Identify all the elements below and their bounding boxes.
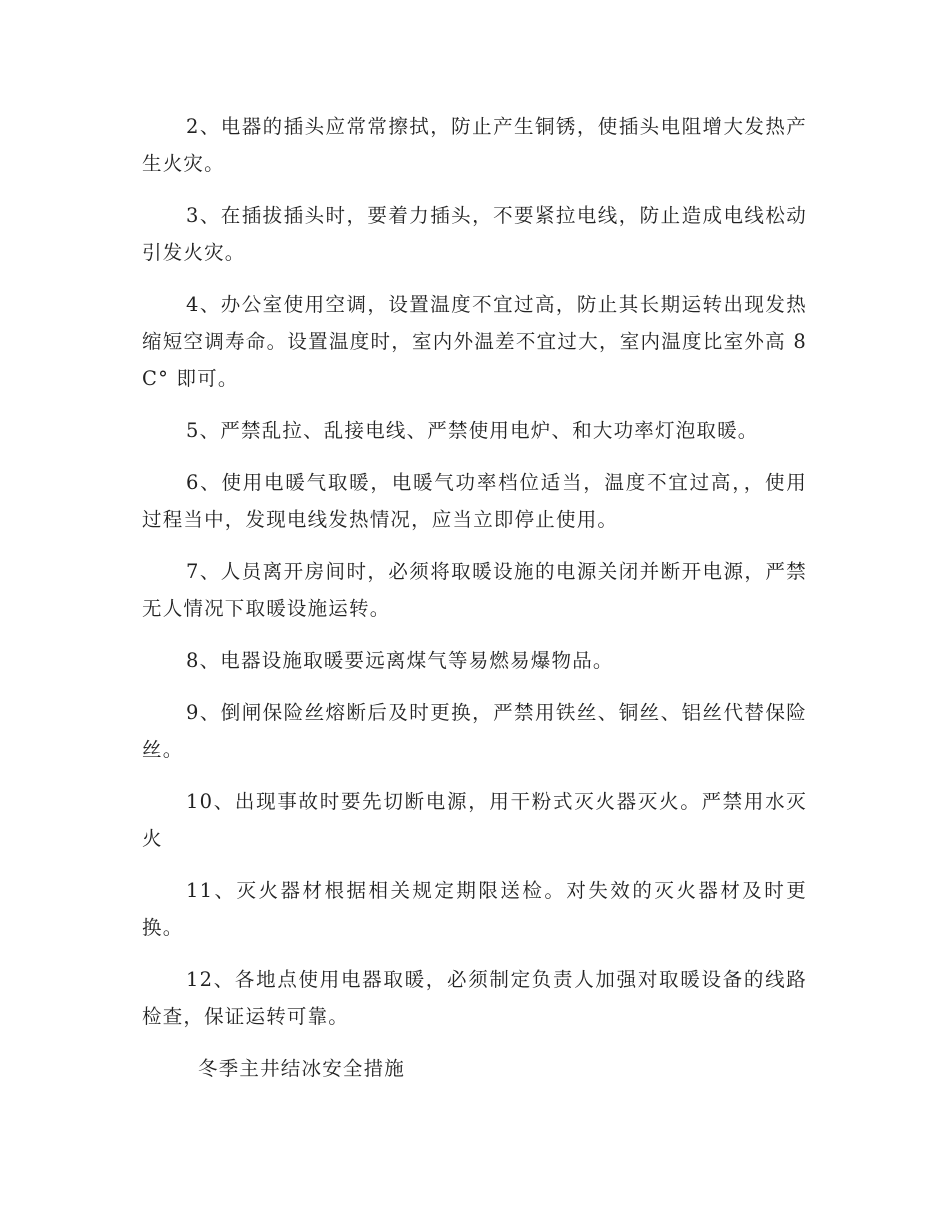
paragraph-item-10: 10、出现事故时要先切断电源，用干粉式灭火器灭火。严禁用水灭火	[142, 790, 807, 850]
paragraph-item-12: 12、各地点使用电器取暖，必须制定负责人加强对取暖设备的线路检查，保证运转可靠。	[142, 968, 807, 1028]
paragraph-item-5: 5、严禁乱拉、乱接电线、严禁使用电炉、和大功率灯泡取暖。	[186, 419, 759, 442]
paragraph-item-9: 9、倒闸保险丝熔断后及时更换，严禁用铁丝、铜丝、铝丝代替保险丝。	[142, 701, 807, 761]
paragraph-item-11: 11、灭火器材根据相关规定期限送检。对失效的灭火器材及时更换。	[142, 879, 807, 939]
paragraph-item-2: 2、电器的插头应常常擦拭，防止产生铜锈，使插头电阻增大发热产生火灾。	[142, 115, 807, 175]
document-body	[142, 108, 807, 1087]
paragraph-item-3: 3、在插拔插头时，要着力插头，不要紧拉电线，防止造成电线松动引发火灾。	[142, 204, 807, 264]
paragraph-item-8: 8、电器设施取暖要远离煤气等易燃易爆物品。	[186, 649, 614, 672]
section-heading: 冬季主井结冰安全措施	[198, 1057, 406, 1080]
paragraph-item-6: 6、使用电暖气取暖，电暖气功率档位适当，温度不宜过高，，使用过程当中，发现电线发热情况，应当立即停止使用。	[142, 471, 807, 531]
paragraph-item-4: 4、办公室使用空调，设置温度不宜过高，防止其长期运转出现发热缩短空调寿命。设置温度时，室内外温差不宜过大，室内温度比室外高 8C° 即可。	[142, 293, 807, 390]
paragraph-item-7: 7、人员离开房间时，必须将取暖设施的电源关闭并断开电源，严禁无人情况下取暖设施运转。	[142, 560, 807, 620]
